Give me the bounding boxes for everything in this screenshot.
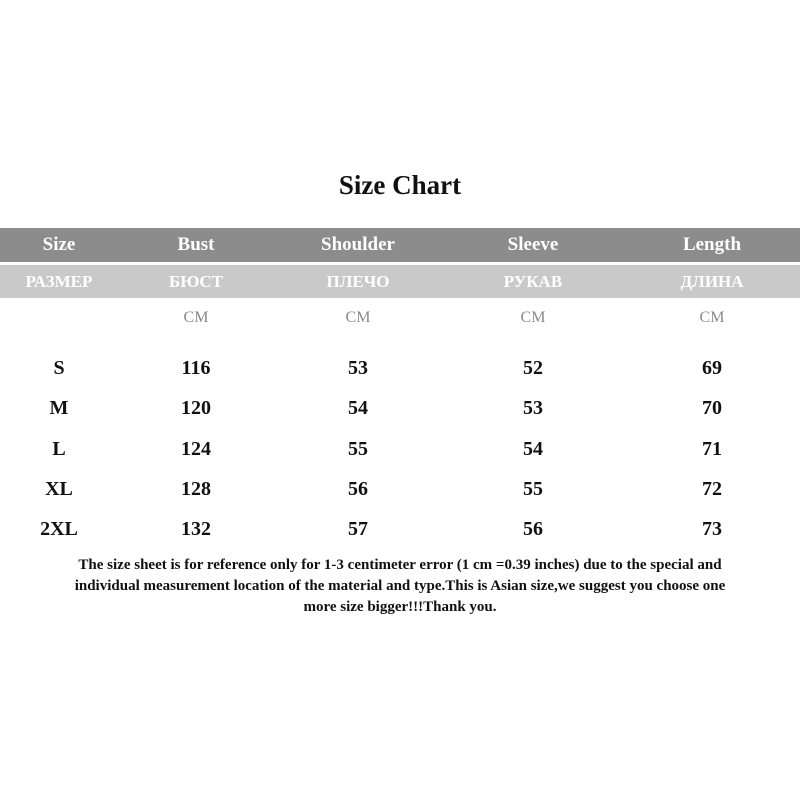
table-row bbox=[0, 513, 800, 553]
column-header-sleeve-ru: РУКАВ bbox=[503, 272, 563, 291]
unit-bust: CM bbox=[183, 309, 209, 326]
cell-shoulder: 54 bbox=[348, 397, 368, 420]
size-chart-title: Size Chart bbox=[338, 170, 462, 200]
cell-sleeve: 53 bbox=[523, 397, 543, 420]
header-row-russian bbox=[0, 265, 800, 298]
cell-shoulder: 57 bbox=[348, 518, 368, 541]
cell-size: L bbox=[52, 437, 66, 460]
cell-sleeve: 54 bbox=[523, 437, 543, 460]
cell-size: XL bbox=[45, 477, 73, 500]
column-header-shoulder: Shoulder bbox=[321, 234, 395, 255]
table-row bbox=[0, 473, 800, 513]
table-row bbox=[0, 352, 800, 392]
unit-length: CM bbox=[699, 309, 725, 326]
cell-bust: 116 bbox=[181, 357, 211, 379]
cell-shoulder: 56 bbox=[348, 477, 368, 500]
column-header-bust: Bust bbox=[177, 234, 215, 255]
cell-sleeve: 55 bbox=[523, 477, 543, 500]
size-disclaimer-note bbox=[6, 555, 794, 618]
column-header-shoulder-ru: ПЛЕЧО bbox=[326, 272, 390, 291]
cell-bust: 132 bbox=[181, 518, 211, 541]
cell-sleeve: 56 bbox=[523, 518, 543, 541]
cell-length: 73 bbox=[702, 518, 722, 541]
cell-size: M bbox=[49, 397, 69, 420]
cell-length: 72 bbox=[702, 477, 722, 500]
unit-sleeve: CM bbox=[520, 309, 546, 326]
cell-length: 69 bbox=[702, 357, 722, 379]
unit-shoulder: CM bbox=[345, 309, 371, 326]
column-header-length: Length bbox=[682, 234, 742, 255]
cell-bust: 128 bbox=[181, 477, 211, 500]
column-header-size-ru: РАЗМЕР bbox=[25, 272, 93, 291]
cell-bust: 124 bbox=[181, 437, 211, 460]
note-line: more size bigger!!!Thank you. bbox=[303, 599, 497, 615]
size-table-body bbox=[0, 352, 800, 553]
unit-size bbox=[0, 307, 118, 329]
column-header-sleeve: Sleeve bbox=[507, 234, 559, 255]
cell-length: 71 bbox=[702, 437, 722, 460]
column-header-size: Size bbox=[42, 234, 76, 255]
cell-bust: 120 bbox=[181, 397, 211, 420]
note-line: individual measurement location of the material and type.This is Asian size,we suggest you choose one bbox=[74, 578, 726, 594]
cell-shoulder: 53 bbox=[348, 357, 368, 379]
cell-size: S bbox=[53, 357, 65, 379]
table-row bbox=[0, 433, 800, 473]
cell-length: 70 bbox=[702, 397, 722, 420]
cell-shoulder: 55 bbox=[348, 437, 368, 460]
units-row bbox=[0, 307, 800, 329]
note-line: The size sheet is for reference only for 1-3 centimeter error (1 cm =0.39 inches) due to the special and bbox=[78, 557, 722, 573]
column-header-bust-ru: БЮСТ bbox=[169, 272, 223, 291]
cell-sleeve: 52 bbox=[523, 357, 543, 379]
column-header-length-ru: ДЛИНА bbox=[680, 272, 744, 291]
header-row-english bbox=[0, 228, 800, 262]
cell-size: 2XL bbox=[40, 518, 78, 541]
table-row bbox=[0, 392, 800, 432]
